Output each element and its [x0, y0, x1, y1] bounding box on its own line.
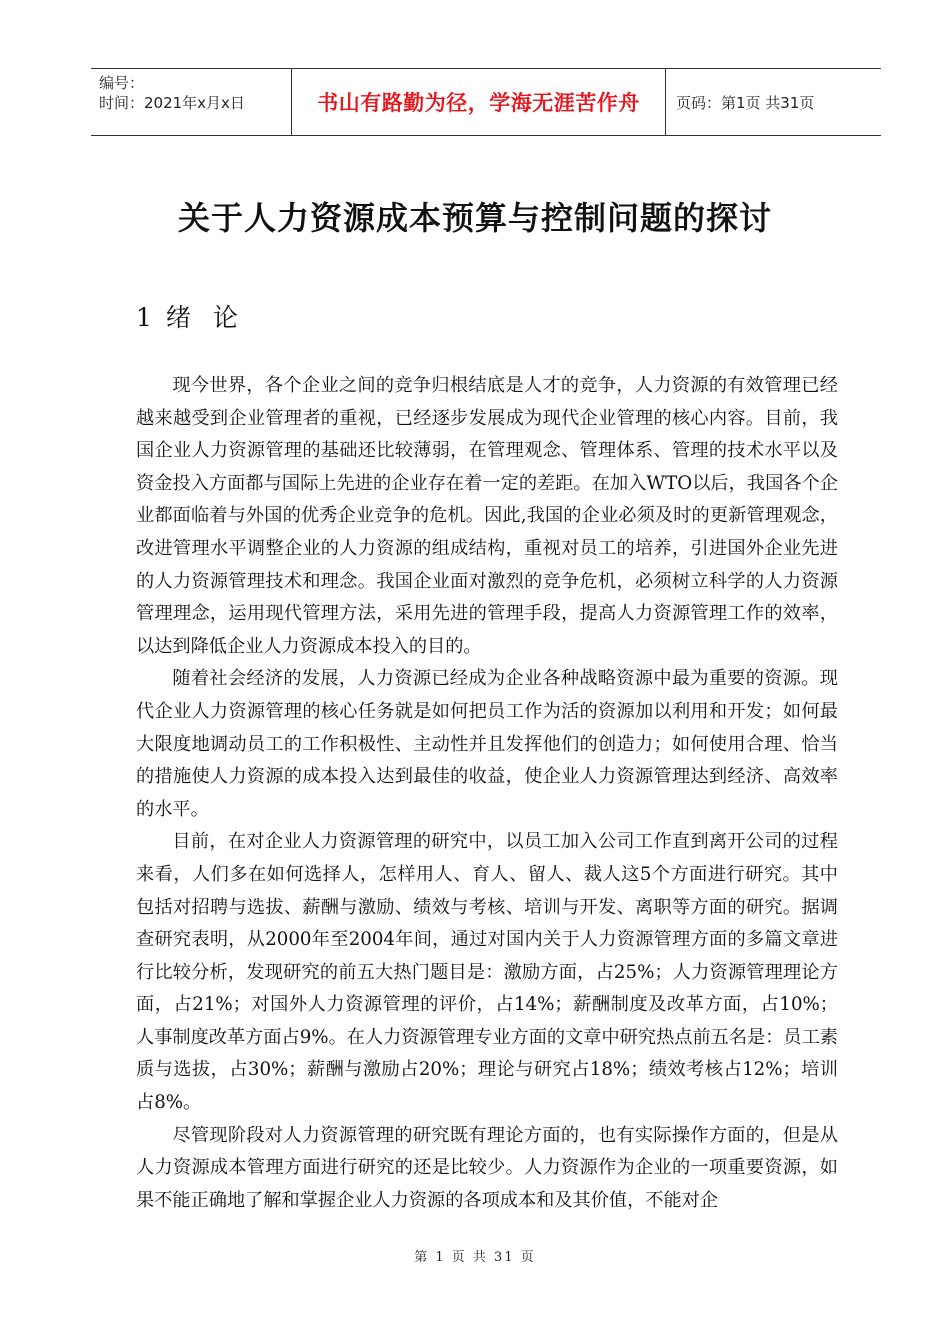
section-number: 1	[136, 303, 152, 332]
document-title: 关于人力资源成本预算与控制问题的探讨	[177, 199, 772, 237]
section-title: 绪论	[165, 303, 260, 332]
paragraph: 目前，在对企业人力资源管理的研究中，以员工加入公司工作直到离开公司的过程来看，人们多在如何选择人，怎样用人、育人、留人、裁人这5个方面进行研究。其中包括对招聘与选拔、薪酬与激励、绩效与考核、培训与开发、离职等方面的研究。据调查研究表明，从2000年至2004年间，通过对国内关于人力资源管理方面的多篇文章进行比较分析，发现研究的前五大热门题目是：激励方面，占25%；人力资源管理理论方面，占21%；对国外人力资源管理的评价，占14%；薪酬制度及改革方面，占10%；人事制度改革方面占9%。在人力资源管理专业方面的文章中研究热点前五名是：员工素质与选拔，占30%；薪酬与激励占20%；理论与研究占18%；绩效考核占12%；培训占8%。	[136, 831, 838, 1114]
body-text	[136, 370, 838, 1217]
section-heading	[136, 298, 260, 334]
time-label: 时间：2021年x月x日	[99, 94, 245, 112]
paragraph: 尽管现阶段对人力资源管理的研究既有理论方面的，也有实际操作方面的，但是从人力资源成本管理方面进行研究的还是比较少。人力资源作为企业的一项重要资源，如果不能正确地了解和掌握企业人力资源的各项成本和及其价值，不能对企	[136, 1124, 838, 1211]
page-footer: 第 1 页 共 31 页	[414, 1250, 536, 1265]
header-motto: 书山有路勤为径，学海无涯苦作舟	[292, 69, 666, 135]
paragraph: 现今世界，各个企业之间的竞争归根结底是人才的竞争，人力资源的有效管理已经越来越受到企业管理者的重视，已经逐步发展成为现代企业管理的核心内容。目前，我国企业人力资源管理的基础还比较薄弱，在管理观念、管理体系、管理的技术水平以及资金投入方面都与国际上先进的企业存在着一定的差距。在加入WTO以后，我国各个企业都面临着与外国的优秀企业竞争的危机。因此,我国的企业必须及时的更新管理观念，改进管理水平调整企业的人力资源的组成结构，重视对员工的培养，引进国外企业先进的人力资源管理技术和理念。我国企业面对激烈的竞争危机，必须树立科学的人力资源管理理念，运用现代管理方法，采用先进的管理手段，提高人力资源管理工作的效率，以达到降低企业人力资源成本投入的目的。	[136, 375, 838, 657]
document-header	[91, 68, 881, 136]
header-page-number: 页码：第1页 共31页	[676, 93, 815, 112]
header-info-cell	[91, 69, 292, 135]
serial-number-label: 编号：	[99, 74, 145, 92]
paragraph: 随着社会经济的发展，人力资源已经成为企业各种战略资源中最为重要的资源。现代企业人力资源管理的核心任务就是如何把员工作为活的资源加以利用和开发；如何最大限度地调动员工的工作积极性、主动性并且发挥他们的创造力；如何使用合理、恰当的措施使人力资源的成本投入达到最佳的收益，使企业人力资源管理达到经济、高效率的水平。	[136, 668, 838, 820]
